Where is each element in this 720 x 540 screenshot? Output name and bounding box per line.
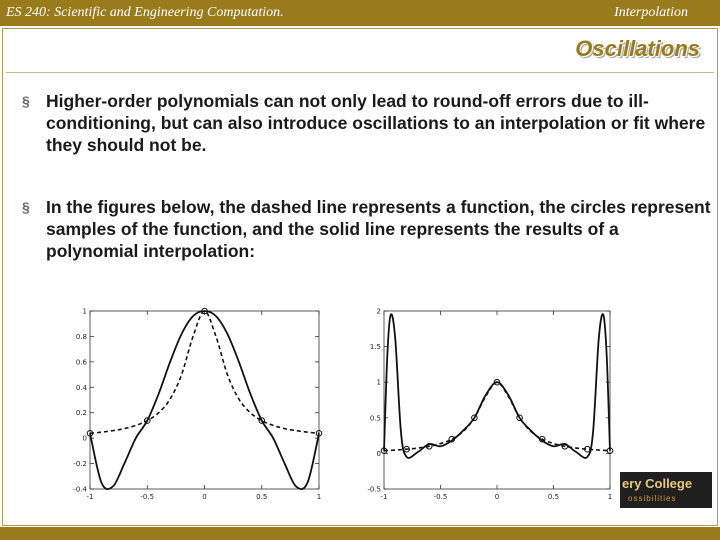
plot-runge-11-points [354, 299, 624, 509]
logo-text: ery College [622, 476, 693, 491]
course-title: ES 240: Scientific and Engineering Computation. [6, 5, 284, 20]
x-tick-label: 1 [607, 493, 613, 501]
college-logo [620, 472, 712, 508]
y-tick-label: 0.4 [75, 383, 87, 392]
bullet-2 [22, 196, 712, 262]
y-tick-label: 0.2 [75, 409, 87, 418]
y-tick-label: -0.4 [73, 485, 87, 494]
y-tick-label: 2 [376, 307, 381, 316]
y-tick-label: 0.5 [369, 414, 381, 423]
bullet-marker-icon: § [22, 93, 30, 109]
function-dashed-line [384, 382, 610, 450]
bullet-text: Higher-order polynomials can not only lead to round-off errors due to ill-conditioning, but can also introduce oscillations to an interpolation or fit where they should not be. [46, 91, 706, 155]
y-tick-label: 0 [376, 449, 381, 458]
x-tick-label: 0 [494, 493, 500, 501]
slide-title: Oscillations [575, 36, 700, 61]
x-tick-label: -1 [380, 493, 388, 501]
footer-bar [0, 527, 720, 540]
interpolation-solid-line [384, 314, 610, 458]
x-tick-label: -0.5 [433, 493, 448, 501]
header-bar [0, 0, 720, 26]
y-tick-label: 0.6 [75, 358, 87, 367]
y-tick-label: 1 [82, 307, 87, 316]
y-tick-label: -0.5 [367, 485, 381, 494]
x-tick-label: 0.5 [256, 493, 268, 501]
interpolation-solid-line [90, 311, 319, 489]
plot-runge-5-points [60, 299, 333, 509]
plot-1-svg [354, 299, 624, 509]
section-title: Interpolation [614, 5, 688, 20]
bullet-1 [22, 90, 712, 156]
y-tick-label: 0.8 [75, 332, 87, 341]
logo-tagline: ossibilities [628, 494, 677, 503]
function-dashed-line [90, 311, 319, 433]
x-tick-label: 0.5 [547, 493, 560, 501]
x-tick-label: 0 [202, 493, 207, 501]
plot-0-svg [60, 299, 333, 509]
y-tick-label: -0.2 [73, 460, 87, 469]
y-tick-label: 0 [82, 434, 87, 443]
title-divider [6, 72, 714, 73]
y-tick-label: 1.5 [369, 343, 381, 352]
y-tick-label: 1 [376, 378, 381, 387]
bullet-marker-icon: § [22, 199, 30, 215]
x-tick-label: 1 [316, 493, 322, 501]
plot-axes-box [384, 311, 610, 489]
x-tick-label: -0.5 [140, 493, 155, 501]
bullet-text: In the figures below, the dashed line represents a function, the circles represent samples of the function, and the solid line represents the results of a polynomial interpolation: [46, 197, 711, 261]
x-tick-label: -1 [86, 493, 94, 501]
